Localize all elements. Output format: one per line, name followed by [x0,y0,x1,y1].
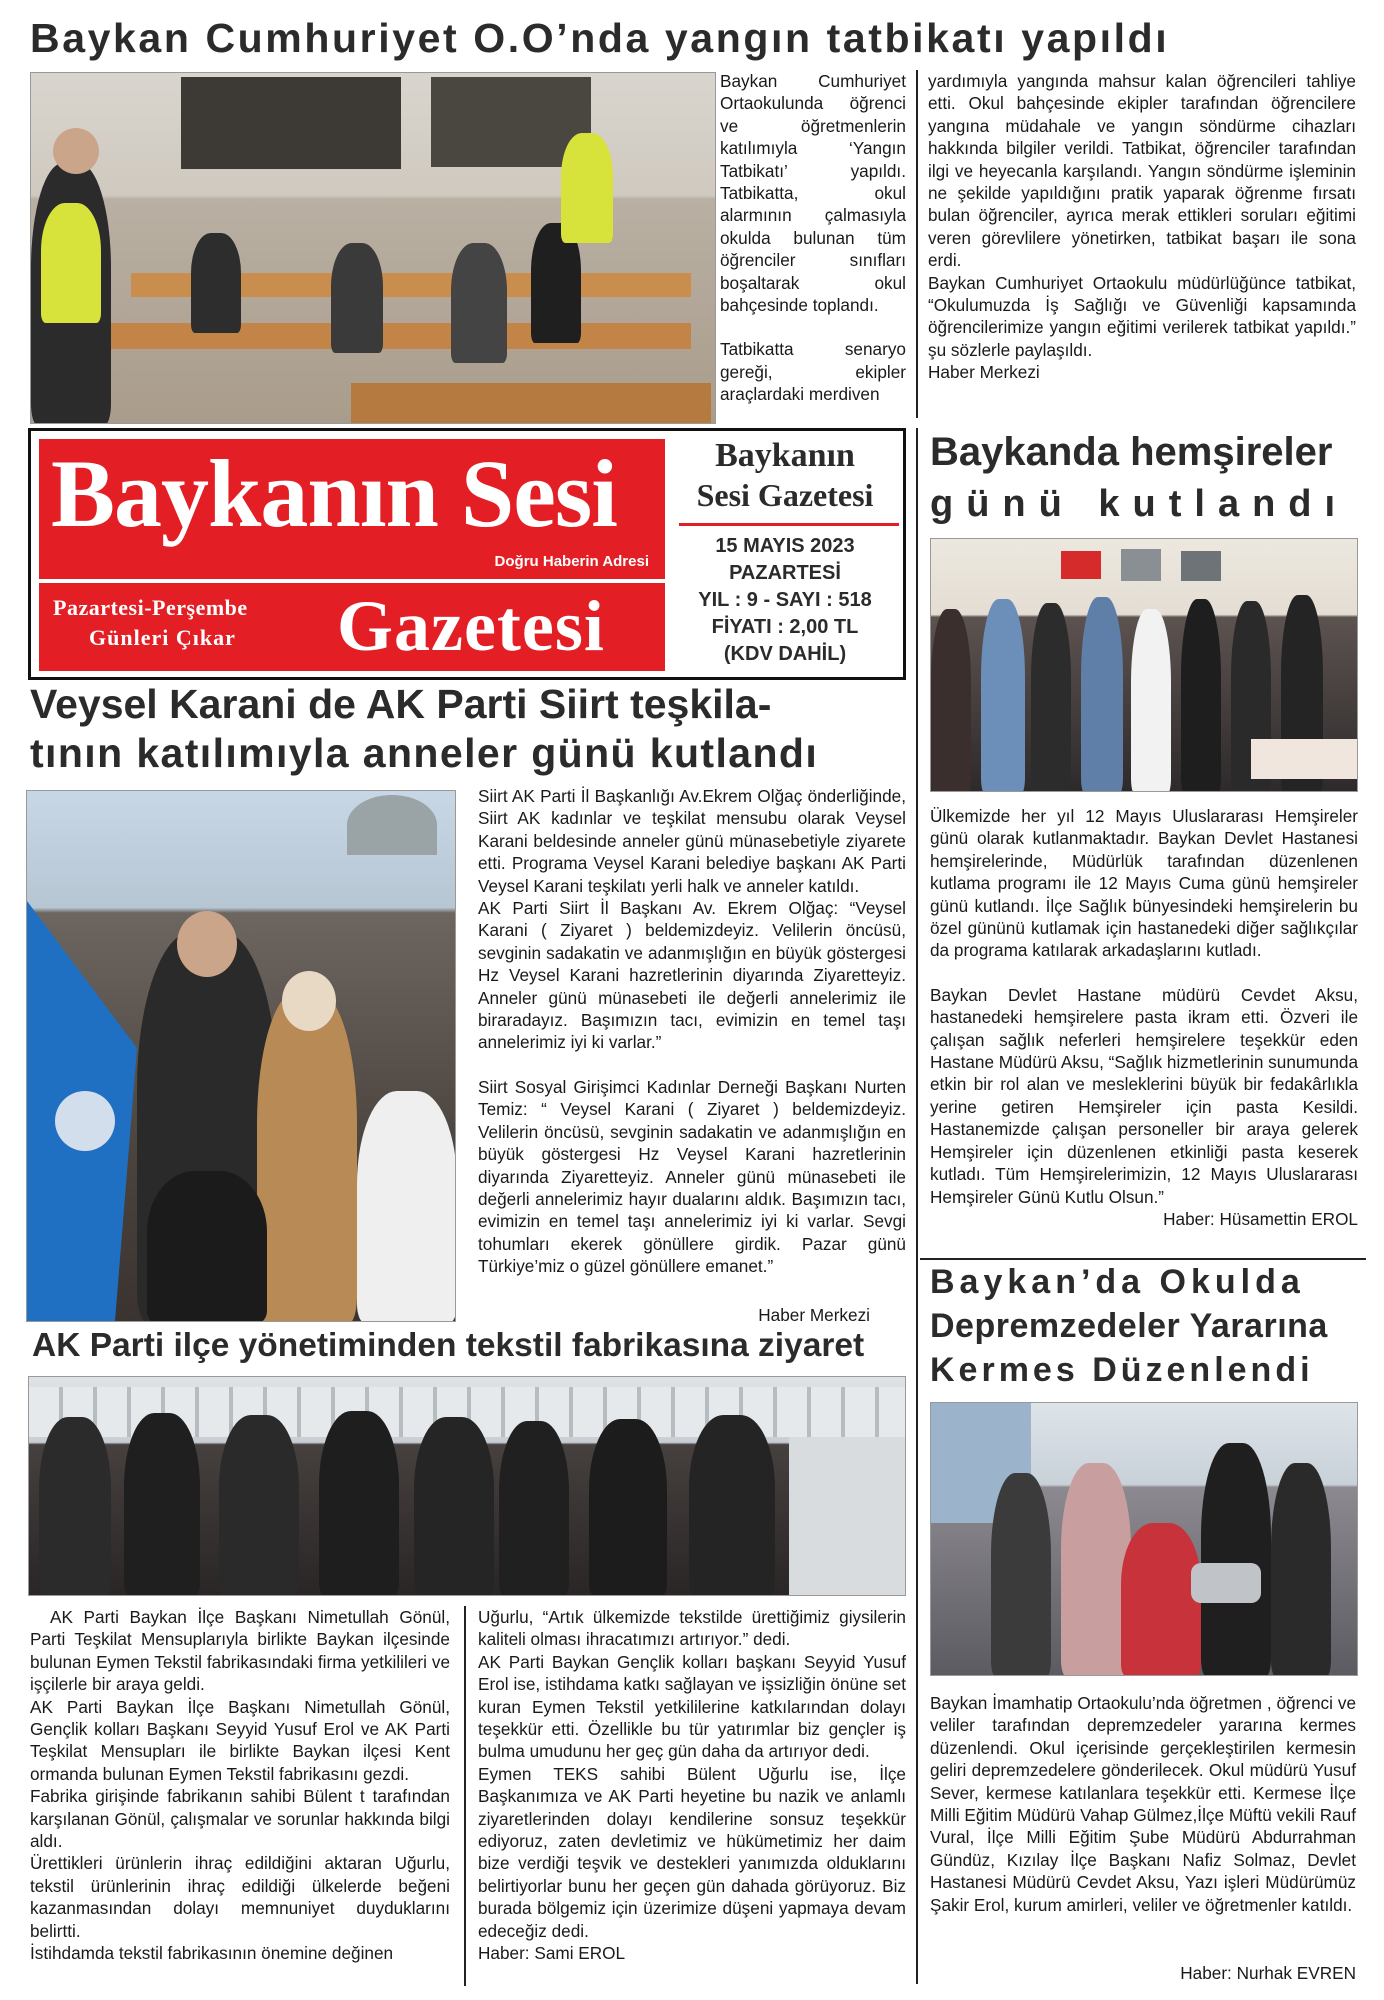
nurses-headline-line1: Baykanda hemşireler [930,430,1333,474]
factory-col1-p3: Fabrika girişinde fabrikanın sahibi Bülent t tarafından karşılanan Gönül, çalışmalar ve sorunlar hakkında bilgi aldı. [30,1786,450,1852]
factory-col1-p4: Ürettikleri ürünlerin ihraç edildiğini aktaran Uğurlu, tekstil ürünlerinin ihraç edildiği ülkelerde beğeni kazanmasından dolayı memnuniyet duyduklarını belirtti. [30,1853,450,1941]
factory-byline: Haber: Sami EROL [478,1943,626,1964]
top-story-col2-p2: Baykan Cumhuriyet Ortaokulu müdürlüğünce tatbikat, “Okulumuzda İş Sağlığı ve Güvenliği kapsamında öğrencilerimize yangın eğitimi verilerek tatbikat yapıldı.” şu sözlerle paylaşıldı. [928,272,1356,360]
issue-number: YIL : 9 - SAYI : 518 [698,589,872,611]
issue-date: 15 MAYIS 2023 [715,535,855,557]
top-headline: Baykan Cumhuriyet O.O’nda yangın tatbikatı yapıldı [30,15,1170,61]
mothers-headline-line2: tının katılımıyla anneler günü kutlandı [30,730,819,776]
factory-col1-p1: AK Parti Baykan İlçe Başkanı Nimetullah Gönül, Parti Teşkilat Mensuplarıyla birlikte Baykan ilçesinde bulunan Eymen Tekstil fabrikasındaki firma yetkilileri ve işçilerle bir araya geldi. [30,1607,450,1695]
fire-drill-photo [30,72,716,424]
kermes-photo [930,1402,1358,1676]
nurses-story-text [930,805,1358,1230]
side-title-line1: Baykanın [715,437,855,474]
mothers-day-photo [26,790,456,1322]
divider [464,1606,466,1986]
divider [920,1258,1366,1260]
top-story-col1-p2: Tatbikatta senaryo gereği, ekipler araçlardaki merdiven [720,339,906,405]
mothers-headline-line1: Veysel Karani de AK Parti Siirt teşkila- [30,681,772,727]
issue-day: PAZARTESİ [729,562,841,584]
side-red-rule [679,523,899,526]
kermes-headline-line3: Kermes Düzenlendi [930,1351,1314,1389]
masthead-title-block [39,439,665,579]
issue-price: FİYATI : 2,00 TL [711,616,859,638]
top-story-col1-p1: Baykan Cumhuriyet Ortaokulunda öğrenci ve öğretmenlerin katılımıyla ‘Yangın Tatbikatı’ yapıldı. Tatbikatta, okul alarmının çalmasıyla okulda bulunan tüm öğrenciler sınıfları boşaltarak okul bahçesinde toplandı. [720,71,906,316]
kermes-headline-line1: Baykan’da Okulda [930,1263,1305,1301]
top-story-byline: Haber Merkezi [928,362,1040,383]
mothers-p1: Siirt AK Parti İl Başkanlığı Av.Ekrem Olğaç önderliğinde, Siirt AK kadınlar ve teşkilat mensubu olarak Veysel Karani beldesinde anneler günü münasebetiyle ziyarete etti. Programa Veysel Karani belediye başkanı AK Parti Veysel Karani teşkilatı yerli halk ve anneler katıldı. [478,786,906,896]
divider [916,70,918,418]
mothers-p3: Siirt Sosyal Girişimci Kadınlar Derneği Başkanı Nurten Temiz: “ Veysel Karani ( Ziyaret ) beldemizdeyiz. Velilerin öncüsü, sevginin sadakatin ve adanmışlığın en büyük göstergesi Hz Veysel Karani hazretlerinin diyarında Ziyaretteyiz. Anneler günü münasebeti ile değerli annelerimiz hayır dualarını aldık. Başımızın tacı, evimizin en temel taşı annelerimiz iyi ki varlar. Sevgi tohumları ekerek gönüllere girdik. Pazar günü Türkiye’miz o güzel gönüllere emanet.” [478,1076,906,1277]
divider [916,428,918,1984]
factory-col1-p5: İstihdamda tekstil fabrikasının önemine değinen [30,1943,394,1964]
nurses-p2: Baykan Devlet Hastane müdürü Cevdet Aksu, hastanedeki hemşirelere pasta ikram etti. Özveri ile çalışan sağlık neferleri hemşirelere teşekkür eden Hastane Müdürü Aksu, “Sağlık hizmetlerinin sunumunda etkin bir rol alan ve mesleklerini büyük bir fedakârlıkla yerine getiren Hemşireler için pasta Kesildi. Hastanemizde çalışan personeller bir araya gelerek Hemşireler için düzenlenen etkinliği pasta keserek kutladı. Tüm Hemşirelerimizin, 12 Mayıs Uluslararası Hemşireler Günü Kutlu Olsun.” [930,984,1358,1207]
masthead-title2: Gazetesi [337,586,605,666]
schedule-line1: Pazartesi-Perşembe [53,595,248,620]
kermes-p1: Baykan İmamhatip Ortaokulu’nda öğretmen , öğrenci ve veliler tarafından depremzedeler yararına kermes düzenlendi. Okul içerisinde gerçekleştirilen kermesin geliri depremzedelere gönderilecek. Okul müdürü Yusuf Sever, kermese katılanlara teşekkür etti. Kermese İlçe Milli Eğitim Müdürü Vahap Gülmez,İlçe Müftü vekili Rauf Vural, İlçe Milli Eğitim Şube Müdürü Abdurrahman Gündüz, Kızılay İlçe Başkanı Nafiz Solmaz, Devlet Hastanesi Müdürü Cevdet Aksu, Yazı işleri Müdürümüz Şakir Erol, kurum amirleri, veliler ve öğretmenler katıldı. [930,1693,1356,1915]
factory-headline: AK Parti ilçe yönetiminden tekstil fabrikasına ziyaret [32,1327,865,1364]
factory-col2-p1: Uğurlu, “Artık ülkemizde tekstilde ürettiğimiz giysilerin kaliteli olması ihracatımızı artırıyor.” dedi. [478,1607,906,1650]
kermes-headline-line2: Depremzedeler Yararına [930,1307,1328,1345]
factory-col1 [30,1606,450,1965]
issue-vat: (KDV DAHİL) [723,643,847,665]
nurses-day-photo [930,538,1358,792]
nurses-byline: Haber: Hüsamettin EROL [1163,1208,1358,1229]
top-story-col2-p1: yardımıyla yangında mahsur kalan öğrencileri tahliye etti. Okul bahçesinde ekipler tarafından öğrencilere yangına müdahale ve yangın söndürme cihazları hakkında bilgiler verildi. Tatbikat, öğrenciler tarafından ilgi ve heyecanla karşılandı. Yangın söndürme işleminin ne şekilde yapıldığını pratik yaparak öğrenme fırsatı bulan öğrenciler, ayrıca merak ettikleri soruları eğitimi veren görevlilere yönetirken, tatbikat başarı ile sona erdi. [928,71,1356,271]
masthead-tagline: Doğru Haberin Adresi [494,553,649,570]
nurses-p1: Ülkemizde her yıl 12 Mayıs Uluslararası Hemşireler günü olarak kutlanmaktadır. Baykan Devlet Hastanesi hemşirelerinde, Müdürlük tarafından düzenlenen kutlama programı ile 12 Mayıs Cuma günü hemşireler günü kutlandı. İlçe Sağlık bünyesindeki hemşirelerin bu özel gününü kutlamak için hastanedeki diğer sağlıkçılar da programa katılarak arkadaşlarını kutladı. [930,806,1358,961]
mothers-story-text [478,785,906,1278]
nurses-headline-line2: günü kutlandı [930,483,1349,525]
masthead-subtitle-block [39,583,665,671]
kermes-story-text [930,1692,1356,1916]
top-story-col2 [928,70,1356,384]
factory-visit-photo [28,1376,906,1596]
kermes-byline: Haber: Nurhak EVREN [1180,1963,1356,1983]
mothers-byline: Haber Merkezi [758,1305,870,1325]
side-title-line2: Sesi Gazetesi [696,477,874,513]
factory-col2-p3: Eymen TEKS sahibi Bülent Uğurlu ise, İlçe Başkanımıza ve AK Parti heyetine bu nazik ve anlamlı ziyaretlerinden dolayı kendilerine sonsuz teşekkür ediyoruz, zaten devletimiz ve hükümetimiz her daim bize verdiği teşvik ve destekleri yanımızda olduklarını belirtiyorlar bunu her geçen gün dahada görüyoruz. Biz burada bölgemiz için üzerimize düşeni yapmaya devam edeceğiz dedi. [478,1763,906,1941]
factory-col2 [478,1606,906,1965]
top-story-col1 [720,70,906,406]
schedule-line2: Günleri Çıkar [89,625,236,650]
masthead [28,428,906,680]
factory-col2-p2: AK Parti Baykan Gençlik kolları başkanı Seyyid Yusuf Erol ise, istihdama katkı sağlayan ve işsizliğin önüne set kuran Eymen Tekstil yetkililerine katkılarından dolayı teşekkür etti. Özellikle bu tür yatırımlar biz gençler iş bulma umudunu her geç gün daha da artırıyor dedi. [478,1651,906,1762]
factory-col1-p2: AK Parti Baykan İlçe Başkanı Nimetullah Gönül, Gençlik kolları Başkanı Seyyid Yusuf Erol ve AK Parti Teşkilat Mensupları ile birlikte Baykan ilçesi Kent ormanda bulunan Eymen Tekstil fabrikasını gezdi. [30,1696,450,1784]
masthead-title: Baykanın Sesi [51,440,617,547]
mothers-p2: AK Parti Siirt İl Başkanı Av. Ekrem Olğaç: “Veysel Karani ( Ziyaret ) beldemizdeyiz. Velilerin öncüsü, sevginin sadakatin ve adanmışlığın en büyük göstergesi Hz Veysel Karani hazretlerinin diyarında Ziyaretteyiz. Anneler günü münasebeti ile değerli annelerimiz ile biraradayız. Başımızın tacı, evimizin en temel taşı annelerimiz iyi ki varlar.” [478,898,906,1053]
